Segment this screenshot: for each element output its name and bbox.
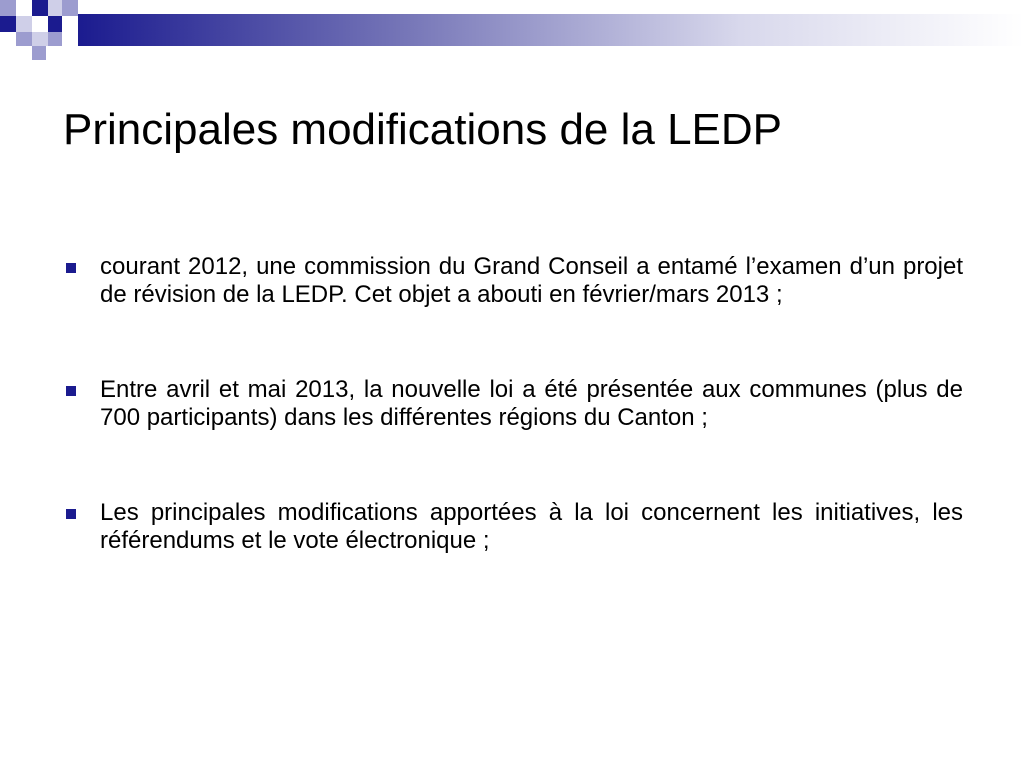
slide-title: Principales modifications de la LEDP [63,105,783,154]
square-bullet-icon [66,509,76,519]
bullet-text: courant 2012, une commission du Grand Conseil a entamé l’examen d’un projet de révision de la LEDP. Cet objet a abouti en février/mars 2013 ; [100,253,963,308]
square-bullet-icon [66,263,76,273]
bullet-text: Entre avril et mai 2013, la nouvelle loi a été présentée aux communes (plus de 700 participants) dans les différentes régions du Canton ; [100,376,963,431]
bullet-item [66,253,963,309]
bullet-text: Les principales modifications apportées à la loi concernent les initiatives, les référendums et le vote électronique ; [100,499,963,554]
bullet-item [66,376,963,432]
square-bullet-icon [66,386,76,396]
bullet-item [66,499,963,555]
